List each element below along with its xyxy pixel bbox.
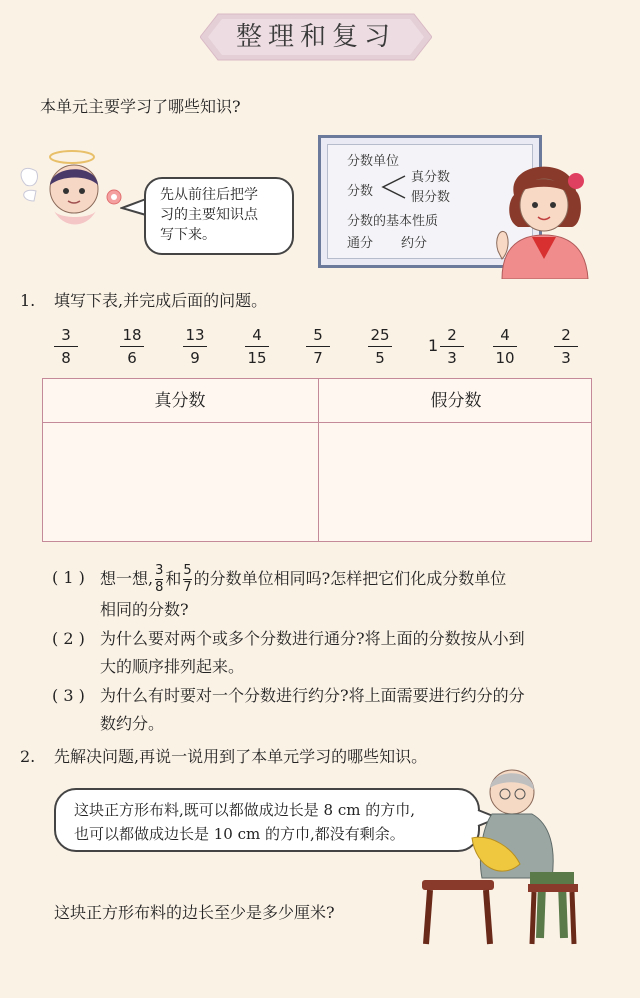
title-banner — [200, 10, 432, 64]
bubble-line-1: 先从前往后把学 — [160, 187, 258, 203]
fraction-denominator: 5 — [375, 349, 385, 367]
board-improper: 假分数 — [411, 190, 451, 205]
teacher-girl-illustration-icon — [492, 155, 594, 279]
sub-q1-label: ( 1 ) — [52, 568, 85, 587]
fraction-item — [46, 326, 86, 367]
q2-number: 2. — [20, 747, 36, 766]
fraction-item — [112, 326, 152, 367]
fraction-item — [298, 326, 338, 367]
sub-q2-line1: 为什么要对两个或多个分数进行通分?将上面的分数按从小到 — [100, 629, 525, 648]
fraction-item — [485, 326, 525, 367]
fraction-denominator: 7 — [313, 349, 323, 367]
fraction-numerator: 5 — [313, 326, 323, 344]
fraction-numerator: 18 — [122, 326, 142, 344]
sub-q2-line2: 大的顺序排列起来。 — [100, 657, 245, 676]
sub-q3-label: ( 3 ) — [52, 686, 85, 705]
bubble-line-2: 习的主要知识点 — [160, 207, 258, 223]
sub-q1-line2: 相同的分数? — [100, 600, 189, 619]
sub-q1-text-a: 想一想, — [100, 569, 154, 588]
board-fraction: 分数 — [347, 184, 374, 199]
fraction-denominator: 7 — [183, 580, 192, 595]
fraction-numerator: 4 — [252, 326, 262, 344]
fraction-numerator: 2 — [561, 326, 571, 344]
board-proper: 真分数 — [411, 170, 451, 185]
q1-text: 填写下表,并完成后面的问题。 — [54, 291, 268, 310]
speech-bubble-tip — [144, 177, 294, 255]
mixed-number-whole: 1 — [428, 336, 439, 355]
sub-q3-line2: 数约分。 — [100, 714, 165, 733]
fraction-item — [432, 326, 472, 367]
inline-fraction — [155, 564, 163, 595]
sub-q2-label: ( 2 ) — [52, 629, 85, 648]
fraction-denominator: 6 — [127, 349, 137, 367]
fraction-classification-table — [42, 378, 592, 542]
inline-fraction — [183, 564, 191, 595]
intro-text: 本单元主要学习了哪些知识? — [40, 97, 241, 116]
fraction-numerator: 3 — [155, 563, 164, 578]
fraction-denominator: 3 — [447, 349, 457, 367]
fraction-denominator: 8 — [155, 580, 164, 595]
board-reduce: 约分 — [401, 236, 428, 251]
cupid-illustration-icon — [14, 145, 134, 235]
sub-q1-line1 — [100, 563, 506, 595]
fraction-item — [237, 326, 277, 367]
fraction-item — [546, 326, 586, 367]
page-title: 整理和复习 — [235, 22, 396, 52]
board-unit: 分数单位 — [347, 154, 400, 169]
fraction-numerator: 2 — [447, 326, 457, 344]
fraction-item — [360, 326, 400, 367]
fraction-numerator: 3 — [61, 326, 71, 344]
sub-q3-line1: 为什么有时要对一个分数进行约分?将上面需要进行约分的分 — [100, 686, 525, 705]
fraction-numerator: 25 — [370, 326, 390, 344]
table-header-improper: 假分数 — [430, 391, 482, 411]
fraction-denominator: 9 — [190, 349, 200, 367]
fraction-denominator: 3 — [561, 349, 571, 367]
bubble2-line-2: 也可以都做成边长是 10 cm 的方巾,都没有剩余。 — [74, 825, 405, 843]
bubble2-line-1: 这块正方形布料,既可以都做成边长是 8 cm 的方巾, — [74, 801, 416, 819]
fraction-numerator: 4 — [500, 326, 510, 344]
q2-text: 先解决问题,再说一说用到了本单元学习的哪些知识。 — [54, 747, 428, 766]
fraction-denominator: 15 — [247, 349, 267, 367]
branch-bracket-icon — [379, 172, 407, 200]
fraction-denominator: 8 — [61, 349, 71, 367]
board-common-denom: 通分 — [347, 236, 374, 251]
final-question: 这块正方形布料的边长至少是多少厘米? — [54, 903, 335, 922]
fraction-item — [175, 326, 215, 367]
bubble-line-3: 写下来。 — [160, 227, 216, 243]
grandma-sewing-illustration-icon — [412, 768, 592, 948]
fraction-numerator: 13 — [185, 326, 205, 344]
sub-q1-and: 和 — [165, 569, 182, 588]
sub-q1-text-b: 的分数单位相同吗?怎样把它们化成分数单位 — [193, 569, 507, 588]
fraction-numerator: 5 — [183, 563, 192, 578]
board-property: 分数的基本性质 — [347, 214, 439, 229]
table-header-proper: 真分数 — [154, 391, 206, 411]
q1-number: 1. — [20, 291, 36, 310]
fraction-denominator: 10 — [495, 349, 515, 367]
